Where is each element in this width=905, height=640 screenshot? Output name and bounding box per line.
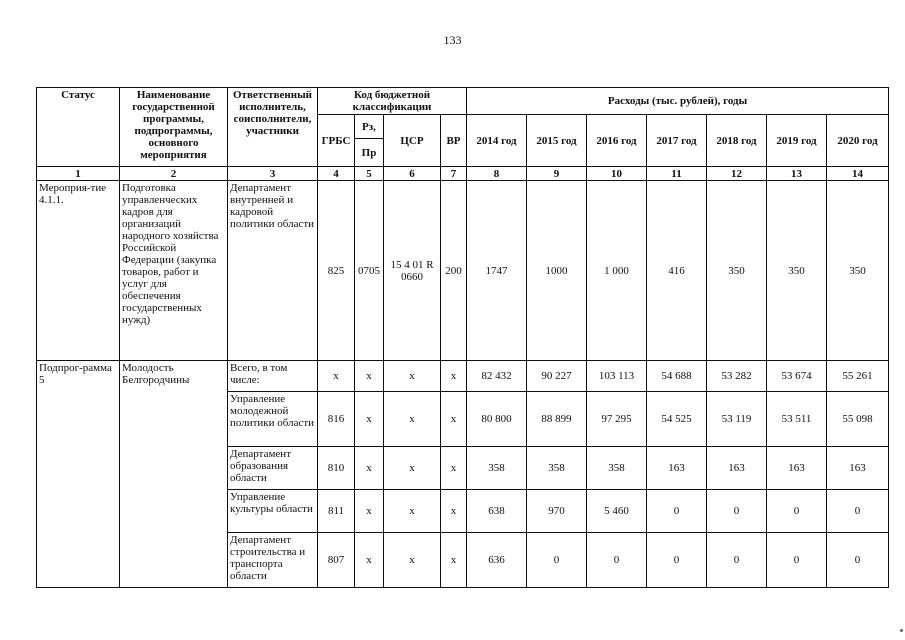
- page-number: 133: [443, 33, 462, 47]
- header-year: 2019 год: [767, 115, 827, 167]
- vr-cell: x: [441, 447, 467, 490]
- column-number: 9: [527, 167, 587, 181]
- column-number: 2: [120, 167, 228, 181]
- grbs-cell: 810: [318, 447, 355, 490]
- table-row-subprogram-total: [37, 361, 889, 392]
- budget-table: [36, 87, 889, 588]
- header-status: Статус: [37, 88, 120, 167]
- value-cell: 103 113: [587, 361, 647, 392]
- column-number: 1: [37, 167, 120, 181]
- executor-cell: Управление молодежной политики области: [228, 392, 318, 447]
- value-cell: 0: [767, 490, 827, 533]
- value-cell: 55 261: [827, 361, 889, 392]
- header-pr: Пр: [355, 139, 384, 167]
- value-cell: 53 674: [767, 361, 827, 392]
- value-cell: 163: [707, 447, 767, 490]
- table-row-measure-4-1-1: [37, 181, 889, 361]
- value-cell: 358: [467, 447, 527, 490]
- csr-cell: 15 4 01 R 0660: [384, 181, 441, 361]
- header-year: 2016 год: [587, 115, 647, 167]
- column-number: 4: [318, 167, 355, 181]
- rzpr-cell: 0705: [355, 181, 384, 361]
- value-cell: 5 460: [587, 490, 647, 533]
- value-cell: 0: [707, 533, 767, 588]
- value-cell: 163: [767, 447, 827, 490]
- grbs-cell: 811: [318, 490, 355, 533]
- value-cell: 0: [767, 533, 827, 588]
- scan-artifact-dot: [900, 629, 903, 632]
- value-cell: 1000: [527, 181, 587, 361]
- header-rz: Рз,: [355, 115, 384, 139]
- column-number: 8: [467, 167, 527, 181]
- value-cell: 54 525: [647, 392, 707, 447]
- value-cell: 350: [827, 181, 889, 361]
- header-budget-code: Код бюджетной классификации: [318, 88, 467, 115]
- header-csr: ЦСР: [384, 115, 441, 167]
- executor-cell: Департамент внутренней и кадровой политики области: [228, 181, 318, 361]
- rzpr-cell: x: [355, 533, 384, 588]
- value-cell: 88 899: [527, 392, 587, 447]
- column-number: 6: [384, 167, 441, 181]
- header-executor: Ответственный исполнитель, соисполнители, участники: [228, 88, 318, 167]
- rzpr-cell: x: [355, 361, 384, 392]
- value-cell: 0: [647, 533, 707, 588]
- column-number: 11: [647, 167, 707, 181]
- grbs-cell: 825: [318, 181, 355, 361]
- header-grbs: ГРБС: [318, 115, 355, 167]
- value-cell: 163: [827, 447, 889, 490]
- rzpr-cell: x: [355, 392, 384, 447]
- value-cell: 0: [527, 533, 587, 588]
- column-number: 13: [767, 167, 827, 181]
- header-year: 2018 год: [707, 115, 767, 167]
- header-year: 2020 год: [827, 115, 889, 167]
- name-cell: Молодость Белгородчины: [120, 361, 228, 588]
- value-cell: 350: [707, 181, 767, 361]
- value-cell: 97 295: [587, 392, 647, 447]
- column-number: 7: [441, 167, 467, 181]
- header-name: Наименование государственной программы, подпрограммы, основного мероприятия: [120, 88, 228, 167]
- value-cell: 0: [647, 490, 707, 533]
- csr-cell: x: [384, 533, 441, 588]
- name-cell: Подготовка управленческих кадров для организаций народного хозяйства Российской Федерации (закупка товаров, работ и услуг для обеспечения государственных нужд): [120, 181, 228, 361]
- column-number: 10: [587, 167, 647, 181]
- value-cell: 0: [827, 490, 889, 533]
- csr-cell: x: [384, 447, 441, 490]
- vr-cell: x: [441, 490, 467, 533]
- value-cell: 0: [587, 533, 647, 588]
- value-cell: 53 282: [707, 361, 767, 392]
- executor-cell: Управление культуры области: [228, 490, 318, 533]
- executor-cell: Департамент строительства и транспорта области: [228, 533, 318, 588]
- value-cell: 1747: [467, 181, 527, 361]
- value-cell: 0: [827, 533, 889, 588]
- value-cell: 82 432: [467, 361, 527, 392]
- status-cell: Подпрог-рамма 5: [37, 361, 120, 588]
- value-cell: 638: [467, 490, 527, 533]
- header-expenses: Расходы (тыс. рублей), годы: [467, 88, 889, 115]
- executor-cell: Всего, в том числе:: [228, 361, 318, 392]
- grbs-cell: 807: [318, 533, 355, 588]
- rzpr-cell: x: [355, 447, 384, 490]
- value-cell: 358: [527, 447, 587, 490]
- vr-cell: 200: [441, 181, 467, 361]
- column-number-row: [37, 167, 889, 181]
- status-cell: Мероприя-тие 4.1.1.: [37, 181, 120, 361]
- column-number: 14: [827, 167, 889, 181]
- vr-cell: x: [441, 533, 467, 588]
- value-cell: 163: [647, 447, 707, 490]
- rzpr-cell: x: [355, 490, 384, 533]
- value-cell: 970: [527, 490, 587, 533]
- column-number: 5: [355, 167, 384, 181]
- value-cell: 90 227: [527, 361, 587, 392]
- executor-cell: Департамент образования области: [228, 447, 318, 490]
- value-cell: 80 800: [467, 392, 527, 447]
- value-cell: 636: [467, 533, 527, 588]
- csr-cell: x: [384, 490, 441, 533]
- value-cell: 0: [707, 490, 767, 533]
- value-cell: 358: [587, 447, 647, 490]
- header-vr: ВР: [441, 115, 467, 167]
- value-cell: 416: [647, 181, 707, 361]
- value-cell: 55 098: [827, 392, 889, 447]
- column-number: 12: [707, 167, 767, 181]
- header-year: 2014 год: [467, 115, 527, 167]
- grbs-cell: x: [318, 361, 355, 392]
- value-cell: 54 688: [647, 361, 707, 392]
- column-number: 3: [228, 167, 318, 181]
- vr-cell: x: [441, 392, 467, 447]
- csr-cell: x: [384, 392, 441, 447]
- header-row-1: [37, 88, 889, 115]
- value-cell: 53 511: [767, 392, 827, 447]
- csr-cell: x: [384, 361, 441, 392]
- header-year: 2017 год: [647, 115, 707, 167]
- value-cell: 53 119: [707, 392, 767, 447]
- value-cell: 1 000: [587, 181, 647, 361]
- grbs-cell: 816: [318, 392, 355, 447]
- value-cell: 350: [767, 181, 827, 361]
- header-year: 2015 год: [527, 115, 587, 167]
- vr-cell: x: [441, 361, 467, 392]
